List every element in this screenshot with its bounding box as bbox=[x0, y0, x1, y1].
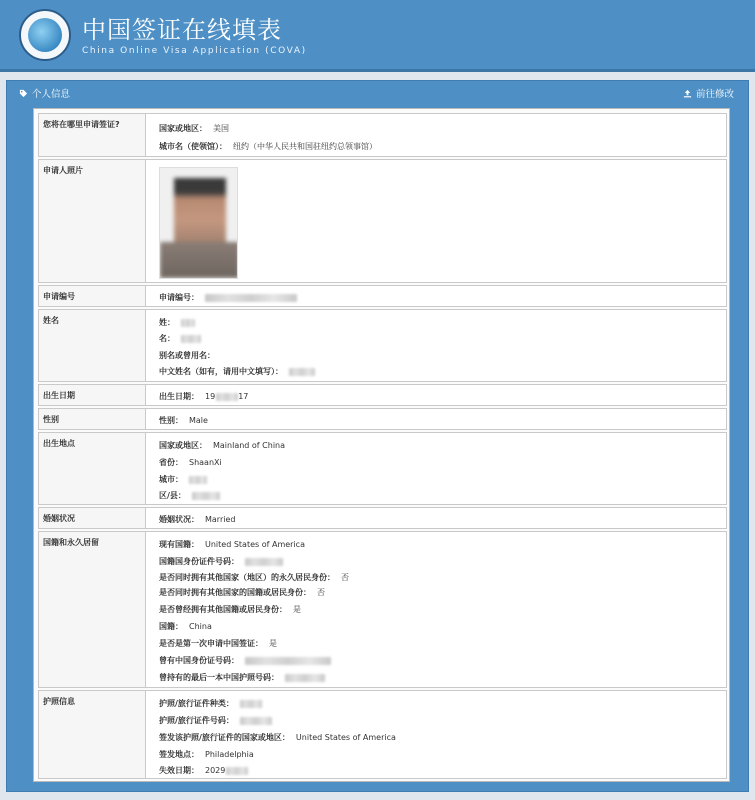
field-gender bbox=[159, 415, 208, 426]
field-country bbox=[159, 123, 229, 134]
redacted-value bbox=[192, 492, 220, 500]
field-date-of-birth bbox=[159, 391, 248, 402]
field-key: 国家或地区： bbox=[159, 441, 207, 450]
redacted-value bbox=[181, 319, 195, 327]
site-title-cn: 中国签证在线填表 bbox=[82, 16, 282, 44]
field-value: Philadelphia bbox=[205, 750, 254, 759]
row-photo bbox=[38, 159, 727, 283]
field-value: Married bbox=[205, 515, 236, 524]
field-surname bbox=[159, 317, 195, 328]
field-key: 中文姓名（如有，请用中文填写）： bbox=[159, 367, 283, 376]
field-value: United States of America bbox=[205, 540, 305, 549]
field-key: 婚姻状况： bbox=[159, 515, 199, 524]
field-value: 是 bbox=[293, 605, 301, 614]
field-value: United States of America bbox=[295, 733, 396, 742]
field-value: 是 bbox=[269, 639, 277, 648]
redacted-value bbox=[240, 700, 262, 708]
field-birth-district bbox=[159, 490, 220, 501]
redacted-value bbox=[181, 335, 201, 343]
photo-face-blurred bbox=[174, 178, 226, 248]
row-date-of-birth bbox=[38, 384, 727, 406]
field-city bbox=[159, 141, 377, 152]
field-key: 名： bbox=[159, 334, 175, 343]
field-key: 姓： bbox=[159, 318, 175, 327]
field-passport-issue-place bbox=[159, 749, 254, 760]
row-content bbox=[147, 508, 726, 528]
field-key: 签发地点： bbox=[159, 750, 199, 759]
field-key: 现有国籍： bbox=[159, 540, 199, 549]
row-content bbox=[147, 532, 726, 687]
field-key: 国籍： bbox=[159, 622, 183, 631]
logo-emblem bbox=[28, 18, 62, 52]
redacted-value bbox=[285, 674, 325, 682]
row-gender bbox=[38, 408, 727, 430]
row-place-of-birth bbox=[38, 432, 727, 505]
row-content bbox=[147, 114, 726, 156]
field-key: 曾持有的最后一本中国护照号码： bbox=[159, 673, 279, 682]
redacted-value bbox=[245, 558, 283, 566]
field-key: 国籍国身份证件号码： bbox=[159, 557, 239, 566]
personal-info-panel bbox=[6, 80, 749, 792]
field-first-application bbox=[159, 638, 277, 649]
field-key: 省份： bbox=[159, 458, 183, 467]
row-passport-info bbox=[38, 690, 727, 779]
field-key: 城市： bbox=[159, 475, 183, 484]
applicant-photo bbox=[159, 167, 238, 279]
row-label: 性别 bbox=[39, 409, 146, 429]
row-apply-location bbox=[38, 113, 727, 157]
field-nationality bbox=[159, 621, 212, 632]
field-value-prefix: 19 bbox=[205, 392, 216, 401]
field-key: 区/县： bbox=[159, 491, 186, 500]
field-value: China bbox=[189, 622, 212, 631]
field-value: ShaanXi bbox=[189, 458, 222, 467]
field-passport-issuing-country bbox=[159, 732, 396, 743]
field-marital-status bbox=[159, 514, 235, 525]
row-name bbox=[38, 309, 727, 382]
panel-header bbox=[7, 81, 748, 103]
field-birth-city bbox=[159, 474, 207, 485]
field-birth-country bbox=[159, 440, 285, 451]
row-content bbox=[147, 310, 726, 381]
field-key: 城市名（使领馆）： bbox=[159, 142, 227, 151]
panel-title-group bbox=[19, 86, 70, 100]
row-label: 申请编号 bbox=[39, 286, 146, 306]
upload-icon bbox=[683, 89, 692, 98]
field-former-nationality bbox=[159, 604, 301, 615]
field-value: 纽约（中华人民共和国驻纽约总领事馆） bbox=[233, 142, 377, 151]
field-key: 是否同时拥有其他国家的国籍或居民身份： bbox=[159, 588, 311, 597]
redacted-value bbox=[245, 657, 331, 665]
field-key: 签发该护照/旅行证件的国家或地区： bbox=[159, 733, 290, 742]
field-key: 是否同时拥有其他国家（地区）的永久居民身份： bbox=[159, 573, 335, 582]
field-key: 是否曾经拥有其他国籍或居民身份： bbox=[159, 605, 287, 614]
row-label: 婚姻状况 bbox=[39, 508, 146, 528]
field-chinese-id-number bbox=[159, 655, 331, 666]
field-key: 失效日期： bbox=[159, 766, 199, 775]
field-key: 护照/旅行证件号码： bbox=[159, 716, 234, 725]
redacted-value bbox=[226, 767, 248, 775]
row-label: 护照信息 bbox=[39, 691, 146, 778]
field-key: 是否是第一次申请中国签证： bbox=[159, 639, 263, 648]
row-label: 姓名 bbox=[39, 310, 146, 381]
field-value: 否 bbox=[341, 573, 349, 582]
field-key: 曾有中国身份证号码： bbox=[159, 656, 239, 665]
field-other-nationality bbox=[159, 587, 325, 598]
field-chinese-name bbox=[159, 366, 315, 377]
field-other-permanent-residence bbox=[159, 572, 349, 583]
field-alias bbox=[159, 350, 215, 361]
field-value: Male bbox=[189, 416, 208, 425]
field-current-nationality bbox=[159, 539, 305, 550]
field-key: 申请编号： bbox=[159, 293, 199, 302]
field-national-id bbox=[159, 556, 283, 567]
field-value-prefix: 2029 bbox=[205, 766, 226, 775]
row-content bbox=[147, 160, 726, 282]
field-application-number bbox=[159, 292, 297, 303]
field-value: 美国 bbox=[213, 124, 229, 133]
photo-body-blurred bbox=[160, 242, 238, 278]
row-content bbox=[147, 409, 726, 429]
field-key: 国家或地区： bbox=[159, 124, 207, 133]
row-content bbox=[147, 286, 726, 306]
row-nationality bbox=[38, 531, 727, 688]
row-content bbox=[147, 385, 726, 405]
field-value: 否 bbox=[317, 588, 325, 597]
site-title-en: China Online Visa Application (COVA) bbox=[82, 46, 307, 56]
field-birth-province bbox=[159, 457, 222, 468]
field-key: 出生日期： bbox=[159, 392, 199, 401]
tag-icon bbox=[19, 89, 28, 98]
row-application-number bbox=[38, 285, 727, 307]
field-passport-type bbox=[159, 698, 262, 709]
field-last-chinese-passport bbox=[159, 672, 325, 683]
info-sheet bbox=[33, 108, 730, 782]
consular-seal-logo bbox=[19, 9, 71, 61]
panel-title: 个人信息 bbox=[32, 89, 71, 100]
row-label: 出生地点 bbox=[39, 433, 146, 504]
row-label: 国籍和永久居留 bbox=[39, 532, 146, 687]
redacted-value bbox=[289, 368, 315, 376]
edit-link-label[interactable]: 前往修改 bbox=[695, 89, 734, 100]
site-header bbox=[0, 0, 755, 72]
field-given-name bbox=[159, 333, 201, 344]
edit-link[interactable] bbox=[683, 86, 734, 100]
field-key: 护照/旅行证件种类： bbox=[159, 699, 234, 708]
field-value: Mainland of China bbox=[213, 441, 286, 450]
field-passport-number bbox=[159, 715, 272, 726]
redacted-value bbox=[205, 294, 297, 302]
row-content bbox=[147, 433, 726, 504]
redacted-value bbox=[240, 717, 272, 725]
field-passport-expiry bbox=[159, 765, 248, 776]
row-label: 您将在哪里申请签证? bbox=[39, 114, 146, 156]
field-key: 性别： bbox=[159, 416, 183, 425]
row-label: 出生日期 bbox=[39, 385, 146, 405]
row-label: 申请人照片 bbox=[39, 160, 146, 282]
field-value-suffix: 17 bbox=[238, 392, 249, 401]
row-content bbox=[147, 691, 726, 778]
redacted-value bbox=[216, 393, 238, 401]
row-marital-status bbox=[38, 507, 727, 529]
field-key: 别名或曾用名： bbox=[159, 351, 215, 360]
redacted-value bbox=[189, 476, 207, 484]
